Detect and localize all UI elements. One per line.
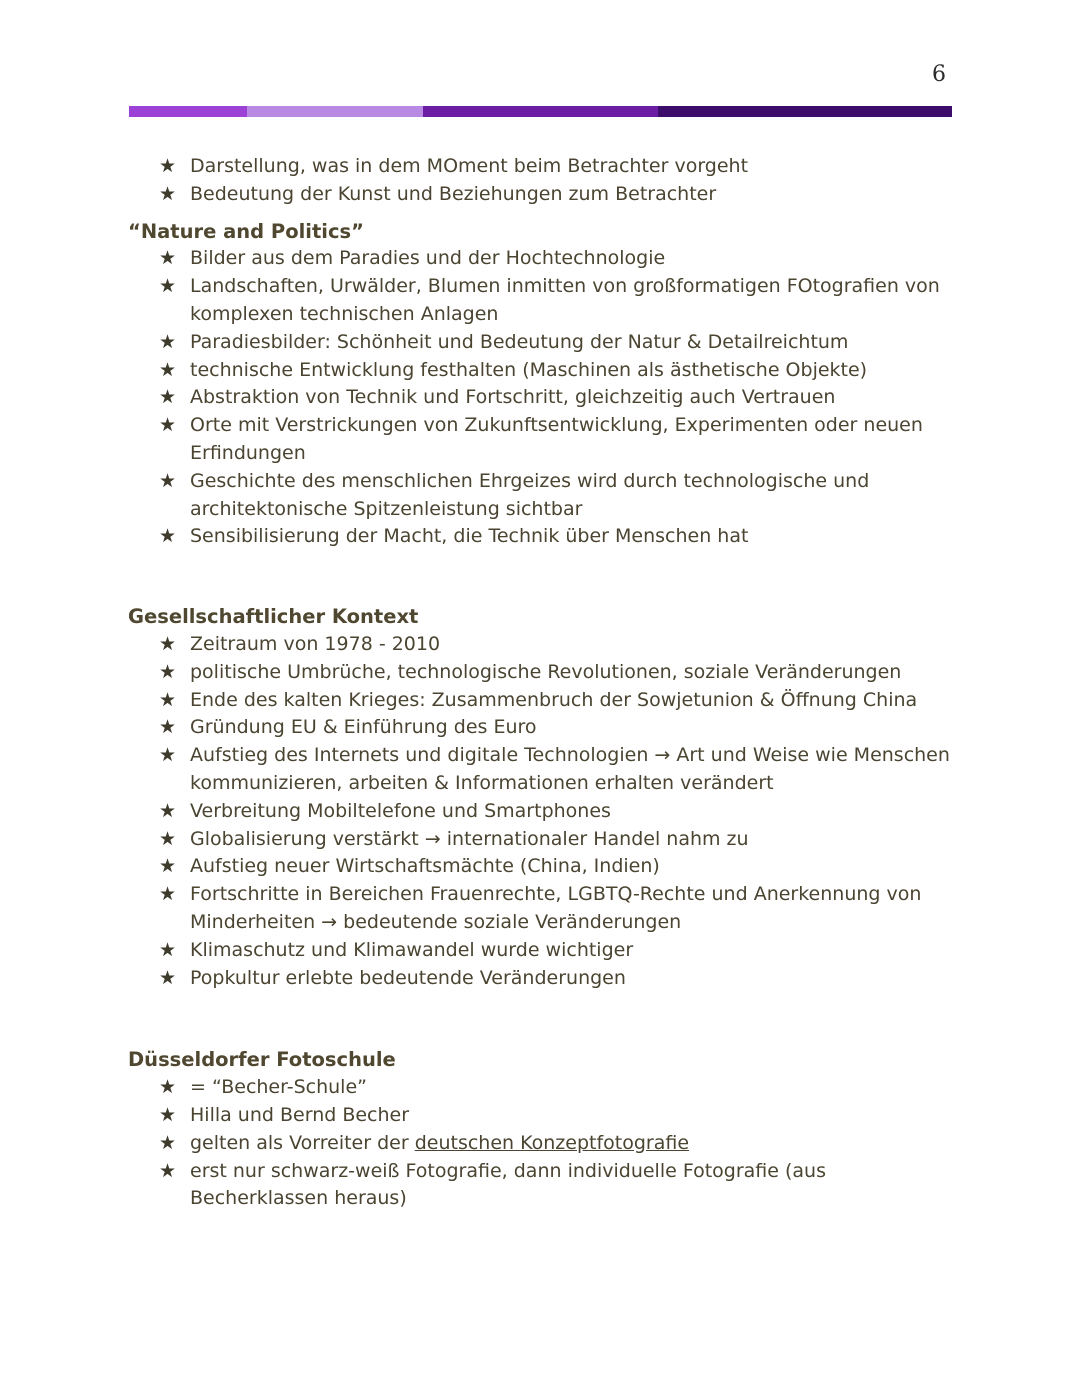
section-heading: “Nature and Politics” xyxy=(128,219,364,243)
header-bar-segment xyxy=(129,106,247,117)
star-icon: ★ xyxy=(159,386,177,409)
list-item-text: Orte mit Verstrickungen von Zukunftsentwicklung, Experimenten oder neuen Erfindungen xyxy=(190,414,923,464)
section-intro xyxy=(128,153,958,209)
section-gesellschaftlicher-kontext xyxy=(128,603,958,992)
star-icon: ★ xyxy=(159,744,177,767)
star-icon: ★ xyxy=(159,716,177,739)
list-item xyxy=(128,1074,958,1102)
list-item xyxy=(128,659,958,687)
star-icon: ★ xyxy=(159,469,177,492)
list-item xyxy=(128,742,958,798)
star-icon: ★ xyxy=(159,632,177,655)
list-item-text: Abstraktion von Technik und Fortschritt, gleichzeitig auch Vertrauen xyxy=(190,386,836,409)
list-item xyxy=(128,965,958,993)
list-item xyxy=(128,798,958,826)
star-icon: ★ xyxy=(159,799,177,822)
list-item xyxy=(128,523,958,551)
list-item xyxy=(128,881,958,937)
star-icon: ★ xyxy=(159,1076,177,1099)
section-nature-and-politics xyxy=(128,218,958,552)
star-icon: ★ xyxy=(159,1159,177,1182)
header-color-bar xyxy=(129,106,952,117)
star-icon: ★ xyxy=(159,330,177,353)
document-body xyxy=(128,153,958,1213)
list-item xyxy=(128,329,958,357)
list-item xyxy=(128,714,958,742)
star-icon: ★ xyxy=(159,688,177,711)
star-icon: ★ xyxy=(159,827,177,850)
list-item xyxy=(128,937,958,965)
list-item-text: Verbreitung Mobiltelefone und Smartphones xyxy=(190,799,611,822)
bullet-list xyxy=(128,245,958,551)
list-item xyxy=(128,1158,958,1214)
star-icon: ★ xyxy=(159,938,177,961)
list-item xyxy=(128,1102,958,1130)
star-icon: ★ xyxy=(159,275,177,298)
list-item xyxy=(128,412,958,468)
list-item-text: Zeitraum von 1978 - 2010 xyxy=(190,632,441,655)
bullet-list xyxy=(128,1074,958,1213)
star-icon: ★ xyxy=(159,358,177,381)
section-heading: Düsseldorfer Fotoschule xyxy=(128,1048,396,1072)
star-icon: ★ xyxy=(159,414,177,437)
list-item-text: technische Entwicklung festhalten (Maschinen als ästhetische Objekte) xyxy=(190,358,868,381)
bullet-list xyxy=(128,153,958,209)
list-item-text: Popkultur erlebte bedeutende Veränderungen xyxy=(190,966,626,989)
list-item-text: = “Becher-Schule” xyxy=(190,1076,367,1099)
konzeptfotografie-link[interactable]: deutschen Konzeptfotografie xyxy=(414,1131,690,1154)
list-item-text: gelten als Vorreiter der xyxy=(190,1131,415,1154)
list-item-text: Ende des kalten Krieges: Zusammenbruch der Sowjetunion & Öffnung China xyxy=(190,688,918,711)
list-item xyxy=(128,245,958,273)
star-icon: ★ xyxy=(159,660,177,683)
list-item xyxy=(128,687,958,715)
header-bar-segment xyxy=(658,106,952,117)
list-item-text: Bilder aus dem Paradies und der Hochtechnologie xyxy=(190,247,666,270)
star-icon: ★ xyxy=(159,525,177,548)
star-icon: ★ xyxy=(159,155,177,177)
list-item xyxy=(128,468,958,524)
list-item-text: Aufstieg des Internets und digitale Technologien → Art und Weise wie Menschen kommunizieren, arbeiten & Informationen erhalten verändert xyxy=(190,744,950,794)
list-item xyxy=(128,153,958,181)
star-icon: ★ xyxy=(159,855,177,878)
list-item xyxy=(128,853,958,881)
list-item xyxy=(128,273,958,329)
list-item-text: Aufstieg neuer Wirtschaftsmächte (China, Indien) xyxy=(190,855,660,878)
list-item-text: Geschichte des menschlichen Ehrgeizes wird durch technologische und architektonische Spitzenleistung sichtbar xyxy=(190,469,870,520)
star-icon: ★ xyxy=(159,182,177,205)
list-item xyxy=(128,826,958,854)
list-item-text: Sensibilisierung der Macht, die Technik über Menschen hat xyxy=(190,525,749,548)
list-item xyxy=(128,1130,958,1158)
star-icon: ★ xyxy=(159,1103,177,1126)
list-item xyxy=(128,181,958,209)
star-icon: ★ xyxy=(159,1131,177,1154)
list-item-text: Gründung EU & Einführung des Euro xyxy=(190,716,537,739)
list-item-text: Klimaschutz und Klimawandel wurde wichtiger xyxy=(190,938,634,961)
list-item-text: Globalisierung verstärkt → internationaler Handel nahm zu xyxy=(190,827,749,850)
star-icon: ★ xyxy=(159,883,177,906)
section-heading: Gesellschaftlicher Kontext xyxy=(128,605,419,629)
list-item-text: erst nur schwarz-weiß Fotografie, dann individuelle Fotografie (aus Becherklassen heraus) xyxy=(190,1159,826,1210)
list-item-text: politische Umbrüche, technologische Revolutionen, soziale Veränderungen xyxy=(190,660,902,683)
list-item-text: Landschaften, Urwälder, Blumen inmitten von großformatigen FOtografien von komplexen technischen Anlagen xyxy=(190,275,940,325)
header-bar-segment xyxy=(423,106,658,117)
list-item-text: Fortschritte in Bereichen Frauenrechte, LGBTQ-Rechte und Anerkennung von Minderheiten → bedeutende soziale Veränderungen xyxy=(190,883,922,933)
star-icon: ★ xyxy=(159,966,177,989)
list-item xyxy=(128,357,958,385)
list-item-text: Bedeutung der Kunst und Beziehungen zum Betrachter xyxy=(190,182,717,205)
header-bar-segment xyxy=(247,106,423,117)
list-item xyxy=(128,384,958,412)
list-item-text: Darstellung, was in dem MOment beim Betrachter vorgeht xyxy=(190,155,749,177)
star-icon: ★ xyxy=(159,247,177,270)
list-item-text: Paradiesbilder: Schönheit und Bedeutung der Natur & Detailreichtum xyxy=(190,330,849,353)
list-item xyxy=(128,631,958,659)
section-duesseldorfer-fotoschule xyxy=(128,1046,958,1213)
list-item-text: Hilla und Bernd Becher xyxy=(190,1103,410,1126)
bullet-list xyxy=(128,631,958,992)
page-number: 6 xyxy=(932,62,946,87)
